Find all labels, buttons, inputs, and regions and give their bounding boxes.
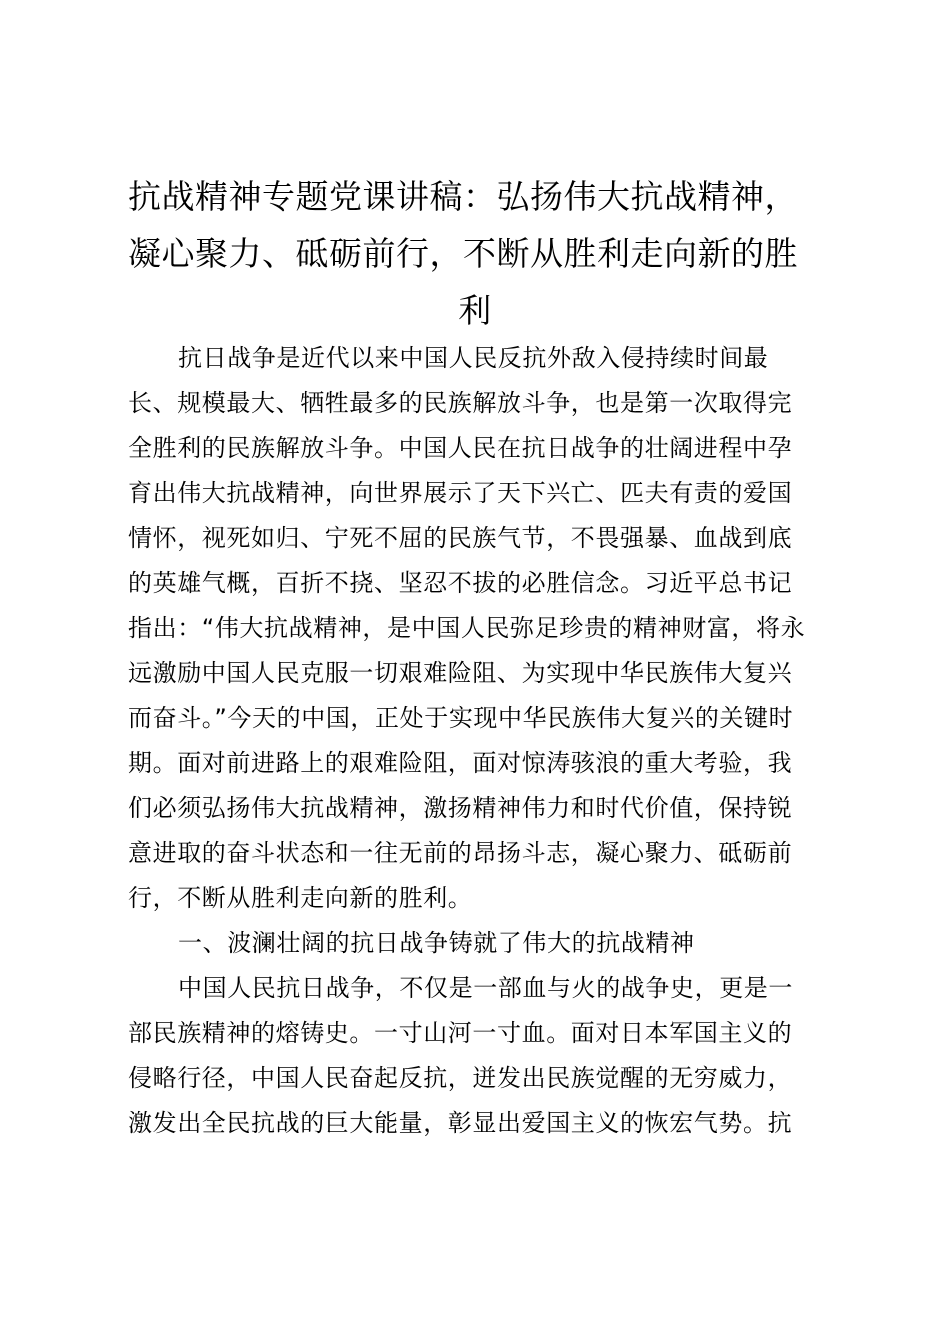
paragraph-line: 激发出全民抗战的巨大能量，彰显出爱国主义的恢宏气势。抗 <box>128 1109 793 1137</box>
paragraph-2 <box>128 966 822 1146</box>
paragraph-line: 意进取的奋斗状态和一往无前的昂扬斗志，凝心聚力、砥砺前 <box>128 839 793 867</box>
paragraph-line: 抗日战争是近代以来中国人民反抗外敌入侵持续时间最 <box>178 344 769 372</box>
paragraph-line: 们必须弘扬伟大抗战精神，激扬精神伟力和时代价值，保持锐 <box>128 794 793 822</box>
paragraph-line: 期。面对前进路上的艰难险阻，面对惊涛骇浪的重大考验，我 <box>128 749 793 777</box>
document-title <box>128 168 822 339</box>
paragraph-line: 行，不断从胜利走向新的胜利。 <box>128 884 473 912</box>
paragraph-line: 中国人民抗日战争，不仅是一部血与火的战争史，更是一 <box>178 974 793 1002</box>
paragraph-line: 的英雄气概，百折不挠、坚忍不拔的必胜信念。习近平总书记 <box>128 569 793 597</box>
section-heading: 一、波澜壮阔的抗日战争铸就了伟大的抗战精神 <box>178 929 695 957</box>
paragraph-line: 情怀，视死如归、宁死不屈的民族气节，不畏强暴、血战到底 <box>128 524 793 552</box>
document-page <box>128 168 822 1146</box>
paragraph-line: 全胜利的民族解放斗争。中国人民在抗日战争的壮阔进程中孕 <box>128 434 793 462</box>
paragraph-line: 侵略行径，中国人民奋起反抗，迸发出民族觉醒的无穷威力， <box>128 1064 793 1092</box>
title-line: 抗战精神专题党课讲稿：弘扬伟大抗战精神， <box>128 177 798 216</box>
paragraph-line: 远激励中国人民克服一切艰难险阻、为实现中华民族伟大复兴 <box>128 659 793 687</box>
paragraph-1 <box>128 336 822 921</box>
paragraph-line: 部民族精神的熔铸史。一寸山河一寸血。面对日本军国主义的 <box>128 1019 793 1047</box>
title-line: 利 <box>458 291 492 330</box>
paragraph-line: 指出：“伟大抗战精神，是中国人民弥足珍贵的精神财富，将永 <box>128 614 806 642</box>
paragraph-line: 长、规模最大、牺牲最多的民族解放斗争，也是第一次取得完 <box>128 389 793 417</box>
paragraph-line: 而奋斗。”今天的中国，正处于实现中华民族伟大复兴的关键时 <box>128 704 794 732</box>
document-body <box>128 336 822 1146</box>
title-line: 凝心聚力、砥砺前行，不断从胜利走向新的胜 <box>128 234 798 273</box>
paragraph-line: 育出伟大抗战精神，向世界展示了天下兴亡、匹夫有责的爱国 <box>128 479 793 507</box>
